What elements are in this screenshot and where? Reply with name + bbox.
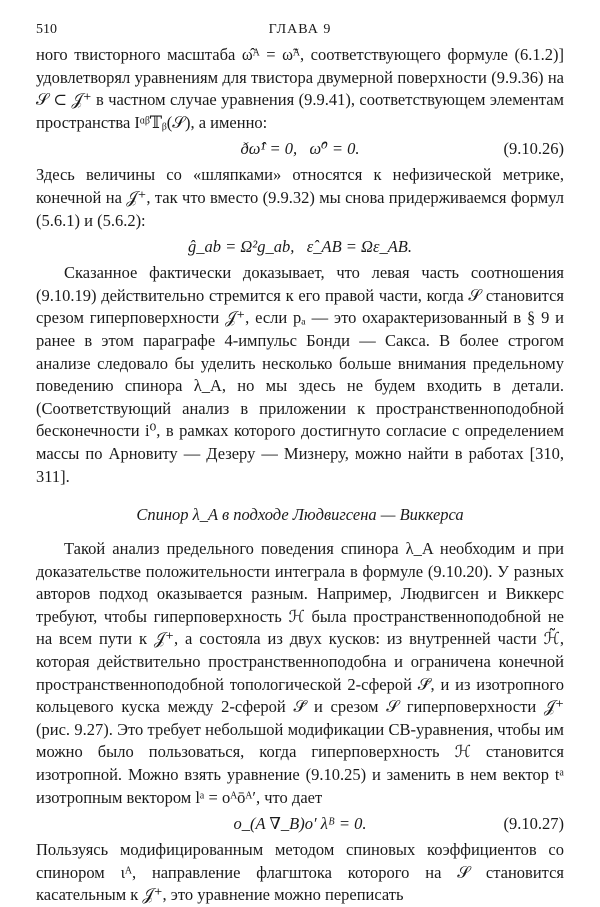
paragraph-limiting-behaviour: Такой анализ предельного поведения спинора λ_A необходим и при доказательстве положительности интеграла в формуле (9.10.20). У разных авторов подход оказывается разным. Например, Людвигсен и Виккерс требуют, чтобы гиперповерхность ℋ была пространственноподобной не на всем пути к 𝒥⁺, а состояла из двух кусков: из внутренней части ℋ̃, которая действительно пространственноподобна и ограничена конечной пространственноподобной топологической 2-сферой 𝒮̃, и из изотропного кольцевого куска между 2-сферой 𝒮̃ и срезом 𝒮 гиперповерхности 𝒥⁺ (рис. 9.27). Это требует небольшой модификации СВ-уравнения, чтобы им можно было пользоваться, когда гиперповерхность ℋ становится изотропной. Можно взять уравнение (9.10.25) и заменить в нем вектор tᵃ изотропным вектором lᵃ = oᴬōᴬ′, что дает [36,539,564,807]
paragraph-bondi-sachs: Сказанное фактически доказывает, что левая часть соотношения (9.10.19) действительно стремится к его правой части, когда 𝒮 становится срезом гиперповерхности 𝒥⁺, если pₐ — это охарактеризованный в § 9 и ранее в этом параграфе 4-импульс Бонди — Сакса. В более строгом анализе следовало бы уделить несколько больше внимания предельному поведению спинора λ_A, но мы здесь не будем входить в детали. (Соответствующий анализ в приложении к пространственноподобной бесконечности i⁰, в рамках которого достигнуто согласие с определением массы по Арновиту — Дезеру — Мизнеру, можно найти в работах [310, 311]. [36,263,564,486]
equation-9-10-26 [36,134,564,164]
formula-text: ĝ_ab = Ω²g_ab, ε̂_AB = Ωε_AB. [187,237,413,257]
page-number: 510 [36,22,57,37]
book-page [36,20,564,905]
running-head: ГЛАВА 9 [268,22,332,37]
paragraph-continuation: ного твисторного масштаба ω̂ᴬ = ω̃ᴬ, соответствующего формуле (6.1.2)] удовлетворял уравнениям для твистора двумерной поверхности (9.9.36) на 𝒮 ⊂ 𝒥⁺ в частном случае уравнения (9.9.41), соответствующем элементам пространства Iᵅᵝ𝕋ᵦ(𝒮), а именно: [36,45,564,132]
equation-number: (9.10.26) [503,139,564,159]
formula-text: o_(A ∇_B)o′ λᴮ = 0. [233,814,367,834]
equation-number: (9.10.27) [503,814,564,834]
page-header [36,20,564,44]
section-title: Спинор λ_A в подходе Людвигсена — Виккерса [136,505,464,525]
equation-9-10-27 [36,809,564,839]
paragraph-hat-quantities: Здесь величины со «шляпками» относятся к нефизической метрике, конечной на 𝒥⁺, так что вместо (9.9.32) мы снова придерживаемся формул (5.6.1) и (5.6.2): [36,165,564,230]
paragraph-spin-coefficients: Пользуясь модифицированным методом спиновых коэффициентов со спинором ιᴬ, направление флагштока которого на 𝒮 становится касательным к 𝒥⁺, это уравнение можно переписать [36,840,564,905]
equation-metric-rescaling [36,232,564,262]
formula-text: ðω̂¹ = 0, ω̂⁰ = 0. [240,139,360,159]
